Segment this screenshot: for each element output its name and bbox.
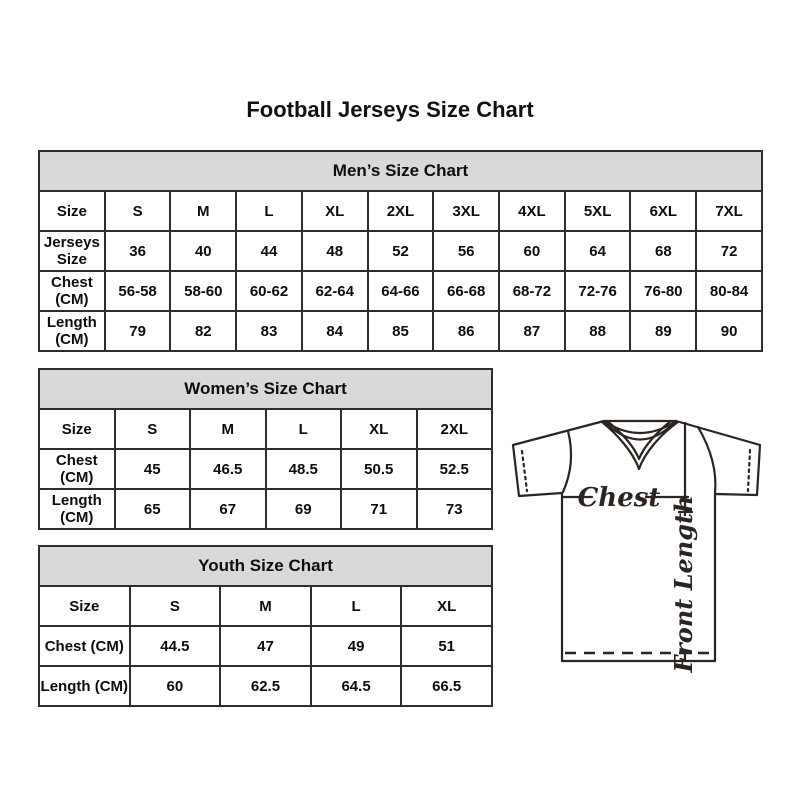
value-cell: L: [311, 586, 402, 626]
value-cell: M: [220, 586, 311, 626]
left-sleeve-seam: [563, 431, 571, 492]
value-cell: 73: [417, 489, 493, 529]
value-cell: 6XL: [630, 191, 696, 231]
youth-size-table: [38, 545, 493, 707]
value-cell: 84: [302, 311, 368, 351]
value-cell: 89: [630, 311, 696, 351]
front-length-label: Front Length: [669, 495, 698, 673]
value-cell: XL: [302, 191, 368, 231]
value-cell: 48: [302, 231, 368, 271]
value-cell: 64: [565, 231, 631, 271]
value-cell: 52: [368, 231, 434, 271]
value-cell: 60: [499, 231, 565, 271]
collar-arc-inner: [604, 421, 676, 440]
value-cell: 2XL: [368, 191, 434, 231]
row-label-cell: Length (CM): [39, 489, 115, 529]
value-cell: 71: [341, 489, 417, 529]
value-cell: 2XL: [417, 409, 493, 449]
chart-title-row: [39, 546, 492, 586]
value-cell: 62-64: [302, 271, 368, 311]
right-sleeve-seam: [698, 427, 715, 493]
value-cell: S: [105, 191, 171, 231]
value-cell: 56: [433, 231, 499, 271]
value-cell: 68-72: [499, 271, 565, 311]
mens-size-table: [38, 150, 763, 352]
value-cell: 45: [115, 449, 191, 489]
row-label-cell: Chest (CM): [39, 449, 115, 489]
youth-chart-title: Youth Size Chart: [39, 546, 492, 586]
value-cell: 46.5: [190, 449, 266, 489]
value-cell: 69: [266, 489, 342, 529]
row-label-cell: Size: [39, 409, 115, 449]
value-cell: 40: [170, 231, 236, 271]
table-row: [39, 231, 762, 271]
mens-chart-title: Men’s Size Chart: [39, 151, 762, 191]
value-cell: 36: [105, 231, 171, 271]
page-title: Football Jerseys Size Chart: [246, 97, 534, 122]
row-label-cell: Size: [39, 191, 105, 231]
value-cell: XL: [341, 409, 417, 449]
jersey-diagram: [495, 405, 775, 675]
value-cell: 87: [499, 311, 565, 351]
value-cell: S: [130, 586, 221, 626]
row-label-cell: Length (CM): [39, 311, 105, 351]
value-cell: M: [170, 191, 236, 231]
value-cell: 83: [236, 311, 302, 351]
table-row: [39, 626, 492, 666]
value-cell: 72-76: [565, 271, 631, 311]
value-cell: M: [190, 409, 266, 449]
jersey-outline: [513, 421, 760, 661]
value-cell: 67: [190, 489, 266, 529]
table-row: [39, 666, 492, 706]
value-cell: 44.5: [130, 626, 221, 666]
table-row: [39, 586, 492, 626]
value-cell: 86: [433, 311, 499, 351]
value-cell: 48.5: [266, 449, 342, 489]
value-cell: 51: [401, 626, 492, 666]
value-cell: 4XL: [499, 191, 565, 231]
value-cell: 47: [220, 626, 311, 666]
womens-size-table: [38, 368, 493, 530]
row-label-cell: Size: [39, 586, 130, 626]
value-cell: 80-84: [696, 271, 762, 311]
table-row: [39, 449, 492, 489]
row-label-cell: Chest (CM): [39, 271, 105, 311]
table-row: [39, 311, 762, 351]
value-cell: 3XL: [433, 191, 499, 231]
value-cell: 7XL: [696, 191, 762, 231]
chest-label: Chest: [577, 483, 661, 513]
womens-chart-title: Women’s Size Chart: [39, 369, 492, 409]
value-cell: 56-58: [105, 271, 171, 311]
value-cell: 64-66: [368, 271, 434, 311]
table-row: [39, 489, 492, 529]
value-cell: 60: [130, 666, 221, 706]
value-cell: 79: [105, 311, 171, 351]
value-cell: L: [236, 191, 302, 231]
value-cell: L: [266, 409, 342, 449]
value-cell: 52.5: [417, 449, 493, 489]
value-cell: 49: [311, 626, 402, 666]
row-label-cell: Length (CM): [39, 666, 130, 706]
chart-title-row: [39, 151, 762, 191]
value-cell: 64.5: [311, 666, 402, 706]
chart-title-row: [39, 369, 492, 409]
value-cell: 88: [565, 311, 631, 351]
value-cell: 60-62: [236, 271, 302, 311]
value-cell: 85: [368, 311, 434, 351]
value-cell: 68: [630, 231, 696, 271]
value-cell: 50.5: [341, 449, 417, 489]
value-cell: 76-80: [630, 271, 696, 311]
row-label-cell: Chest (CM): [39, 626, 130, 666]
value-cell: 62.5: [220, 666, 311, 706]
value-cell: 58-60: [170, 271, 236, 311]
right-cuff-stitch-line: [748, 450, 750, 491]
value-cell: 66.5: [401, 666, 492, 706]
value-cell: 82: [170, 311, 236, 351]
value-cell: XL: [401, 586, 492, 626]
value-cell: 44: [236, 231, 302, 271]
value-cell: S: [115, 409, 191, 449]
value-cell: 90: [696, 311, 762, 351]
table-row: [39, 191, 762, 231]
table-row: [39, 271, 762, 311]
value-cell: 66-68: [433, 271, 499, 311]
left-cuff-stitch-line: [522, 451, 527, 491]
row-label-cell: Jerseys Size: [39, 231, 105, 271]
value-cell: 5XL: [565, 191, 631, 231]
table-row: [39, 409, 492, 449]
value-cell: 65: [115, 489, 191, 529]
value-cell: 72: [696, 231, 762, 271]
